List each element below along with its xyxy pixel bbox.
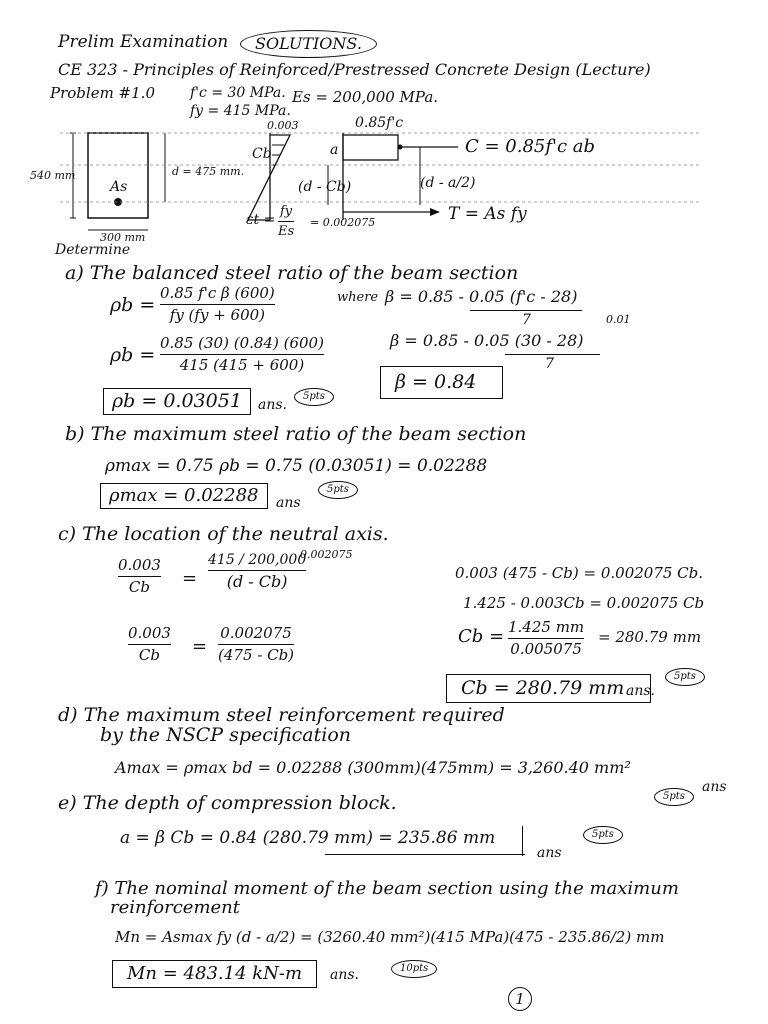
mn-ans: ans. [330, 967, 359, 983]
strain-top-label: 0.003 [267, 119, 299, 132]
height-label: 540 mm [30, 169, 76, 182]
part-c-points: 5pts [665, 668, 705, 686]
part-f-points: 10pts [391, 960, 437, 978]
part-d-heading-2: by the NSCP specification [100, 724, 351, 746]
a-underline [325, 854, 525, 855]
part-a-points: 5pts [294, 388, 334, 406]
a-equation: a = β Cb = 0.84 (280.79 mm) = 235.86 mm [120, 828, 496, 848]
beta-answer: β = 0.84 [380, 366, 503, 399]
part-a-heading: a) The balanced steel ratio of the beam section [65, 262, 519, 284]
rho-max-ans: ans [276, 495, 301, 511]
rho-b-ans: ans. [258, 397, 287, 413]
part-d-points: 5pts [654, 788, 694, 806]
beta-bar [470, 310, 582, 311]
c-equation-1: 0.003 (475 - Cb) = 0.002075 Cb. [455, 564, 704, 582]
rho-b-formula: 0.85 f'c β (600) fy (fy + 600) [160, 284, 275, 324]
beta-sub-denominator: 7 [545, 356, 554, 372]
c-fraction-2-rhs: 0.002075 (475 - Cb) [218, 624, 295, 664]
beta-note: 0.01 [606, 313, 631, 326]
rho-b-answer: ρb = 0.03051 [103, 388, 251, 415]
fc-value: f'c = 30 MPa. [190, 85, 286, 101]
cb-fraction: 1.425 mm 0.005075 [508, 618, 585, 658]
amax-ans: ans [702, 779, 727, 795]
part-c-heading: c) The location of the neutral axis. [58, 523, 389, 545]
d-minus-a2-label: (d - a/2) [420, 175, 476, 191]
d-label: d = 475 mm. [172, 165, 245, 178]
c-force-label: C = 0.85f'c ab [465, 136, 596, 157]
strain-prefix: εt = [246, 212, 276, 228]
d-minus-cb-label: (d - Cb) [298, 179, 352, 195]
c-fraction-1: 0.003 Cb [118, 556, 161, 596]
as-label: As [110, 179, 128, 195]
strain-value: = 0.002075 [310, 216, 376, 229]
course-title: CE 323 - Principles of Reinforced/Prestressed Concrete Design (Lecture) [58, 60, 651, 79]
a-ans-bar [522, 826, 523, 856]
cb-label: Cb [252, 146, 272, 162]
part-f-heading-2: reinforcement [110, 897, 240, 918]
cb-ans: ans. [626, 683, 655, 699]
page-number: 1 [508, 987, 532, 1011]
part-b-points: 5pts [318, 481, 358, 499]
es-value: Es = 200,000 MPa. [292, 88, 439, 106]
mn-answer: Mn = 483.14 kN-m [112, 960, 317, 988]
fy-value: fy = 415 MPa. [190, 103, 291, 119]
rho-b-lhs: ρb = [110, 294, 156, 316]
cb-answer: Cb = 280.79 mm [446, 674, 651, 703]
rho-b-lhs-2: ρb = [110, 344, 156, 366]
problem-number: Problem #1.0 [50, 84, 155, 102]
strain-fraction: fy Es [278, 204, 295, 239]
equals-sign-2: = [192, 636, 208, 657]
c-rhs-note: 0.002075 [300, 548, 353, 561]
stress-block [343, 135, 398, 160]
part-f-heading-1: f) The nominal moment of the beam section using the maximum [95, 878, 679, 899]
part-e-heading: e) The depth of compression block. [58, 792, 397, 814]
determine-label: Determine [55, 242, 131, 258]
c-fraction-2: 0.003 Cb [128, 624, 171, 664]
beta-equation: β = 0.85 - 0.05 (f'c - 28) [385, 287, 578, 306]
stress-top-label: 0.85f'c [355, 115, 404, 131]
c-fraction-1-rhs: 415 / 200,000 (d - Cb) [208, 552, 307, 591]
part-d-heading-1: d) The maximum steel reinforcement required [58, 704, 505, 726]
rho-max-equation: ρmax = 0.75 ρb = 0.75 (0.03051) = 0.02288 [105, 456, 488, 476]
equals-sign: = [182, 568, 198, 589]
where-label: where [337, 290, 379, 305]
mn-equation: Mn = Asmax fy (d - a/2) = (3260.40 mm²)(415 MPa)(475 - 235.86/2) mm [115, 928, 665, 946]
rho-b-substitution: 0.85 (30) (0.84) (600) 415 (415 + 600) [160, 334, 324, 374]
part-b-heading: b) The maximum steel ratio of the beam section [65, 423, 527, 445]
beta-substitution: β = 0.85 - 0.05 (30 - 28) [390, 331, 584, 350]
cb-lhs: Cb = [458, 626, 505, 647]
rho-max-answer: ρmax = 0.02288 [100, 483, 268, 509]
a-ans: ans [537, 845, 562, 861]
a-label: a [330, 142, 339, 158]
amax-equation: Amax = ρmax bd = 0.02288 (300mm)(475mm) = 3,260.40 mm² [115, 758, 631, 777]
t-force-label: T = As fy [448, 204, 527, 224]
solutions-label: SOLUTIONS. [240, 30, 377, 58]
width-label: 300 mm [100, 231, 146, 244]
exam-title: Prelim Examination [58, 32, 229, 52]
part-e-points: 5pts [583, 826, 623, 844]
cb-result: = 280.79 mm [598, 628, 702, 646]
c-equation-2: 1.425 - 0.003Cb = 0.002075 Cb [463, 594, 705, 612]
beta-denominator: 7 [522, 312, 531, 328]
beta-sub-bar [505, 354, 600, 355]
